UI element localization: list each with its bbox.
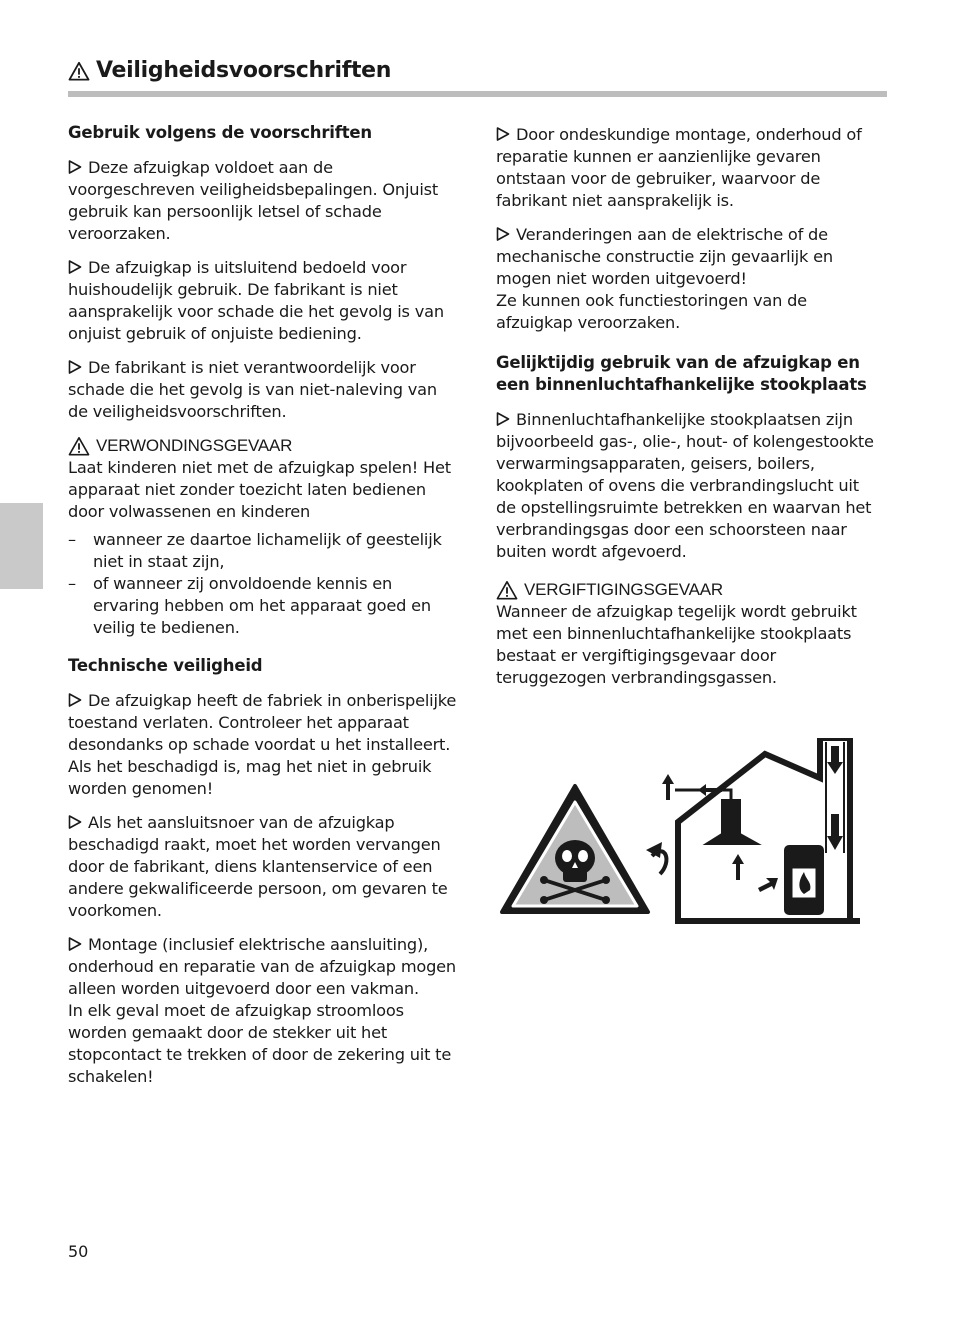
side-tab-marker — [0, 503, 43, 589]
arrow-right-icon — [68, 260, 82, 274]
paragraph-text: Deze afzuigkap voldoet aan de voorgeschreven veiligheidsbepalingen. Onjuist gebruik kan persoonlijk letsel of schade veroorzaken. — [68, 158, 439, 243]
paragraph-text: De afzuigkap is uitsluitend bedoeld voor huishoudelijk gebruik. De fabrikant is niet aansprakelijk voor schade die het gevolg is van onjuist gebruik of onjuiste bediening. — [68, 258, 444, 343]
right-column — [496, 124, 881, 689]
paragraph-text: Montage (inclusief elektrische aansluiting), onderhoud en reparatie van de afzuigkap mogen alleen worden uitgevoerd door een vakman. — [68, 935, 456, 998]
paragraph — [496, 224, 881, 290]
title-divider — [68, 91, 887, 97]
paragraph: Ze kunnen ook functiestoringen van de afzuigkap veroorzaken. — [496, 291, 807, 332]
skull-crossbones-warning-icon — [502, 786, 648, 912]
warning-triangle-icon — [68, 436, 90, 456]
injury-warning-label: VERWONDINGSGEVAAR — [96, 436, 293, 455]
paragraph-text: Binnenluchtafhankelijke stookplaatsen zijn bijvoorbeeld gas-, olie-, hout- of kolengestookte verwarmingsapparaten, geisers, boilers, kookplaten of ovens die verbrandingslucht uit de opstellingsruimte betrekken en waarvan het verbrandingsgas door een schoorsteen naar buiten wordt afgevoerd. — [496, 410, 874, 561]
poison-warning-text: Wanneer de afzuigkap tegelijk wordt gebruikt met een binnenluchtafhankelijke stookplaats bestaat er vergiftigingsgevaar door teruggezogen verbrandingsgassen. — [496, 602, 857, 687]
arrow-right-icon — [496, 227, 510, 241]
warning-triangle-icon — [68, 61, 90, 81]
paragraph: In elk geval moet de afzuigkap stroomloos worden gemaakt door de stekker uit het stopcontact te trekken of door de zekering uit te schakelen! — [68, 1001, 452, 1086]
paragraph — [68, 257, 460, 345]
list-item: – of wanneer zij onvoldoende kennis en ervaring hebben om het apparaat goed en veilig te bedienen. — [68, 573, 460, 639]
section-heading: Gebruik volgens de voorschriften — [68, 123, 372, 142]
paragraph — [496, 124, 881, 212]
page-number: 50 — [68, 1242, 89, 1261]
arrow-right-icon — [68, 360, 82, 374]
section-heading: Gelijktijdig gebruik van de afzuigkap en een binnenluchtafhankelijke stookplaats — [496, 353, 867, 394]
paragraph-text: Door ondeskundige montage, onderhoud of reparatie kunnen er aanzienlijke gevaren ontstaan voor de gebruiker, waarvoor de fabrikant niet aansprakelijk is. — [496, 125, 862, 210]
arrow-right-icon — [68, 160, 82, 174]
warning-triangle-icon — [496, 580, 518, 600]
paragraph — [496, 409, 881, 563]
page-title-text: Veiligheidsvoorschriften — [96, 58, 392, 83]
section-heading: Technische veiligheid — [68, 656, 263, 675]
arrow-right-icon — [68, 693, 82, 707]
arrow-right-icon — [496, 127, 510, 141]
paragraph-text: Als het aansluitsnoer van de afzuigkap beschadigd raakt, moet het worden vervangen door de fabrikant, diens klantenservice of een andere gekwalificeerde persoon, om gevaren te voorkomen. — [68, 813, 448, 920]
poison-warning-heading — [496, 579, 881, 601]
left-column — [68, 122, 460, 1100]
paragraph — [68, 157, 460, 245]
paragraph-text: Veranderingen aan de elektrische of de mechanische constructie zijn gevaarlijk en mogen niet worden uitgevoerd! — [496, 225, 833, 288]
list-item: – wanneer ze daartoe lichamelijk of geestelijk niet in staat zijn, — [68, 529, 460, 573]
arrow-right-icon — [68, 937, 82, 951]
arrow-right-icon — [496, 412, 510, 426]
poison-hazard-illustration — [500, 738, 866, 928]
injury-warning-heading — [68, 435, 460, 457]
injury-warning-text: Laat kinderen niet met de afzuigkap spelen! Het apparaat niet zonder toezicht laten bedienen door volwassenen en kinderen — [68, 458, 451, 521]
paragraph — [68, 812, 460, 922]
paragraph-text: De fabrikant is niet verantwoordelijk voor schade die het gevolg is van niet-naleving van de veiligheidsvoorschriften. — [68, 358, 437, 421]
injury-warning-list — [68, 529, 460, 639]
paragraph — [68, 357, 460, 423]
paragraph — [68, 690, 460, 800]
page-title — [68, 58, 391, 83]
poison-warning-label: VERGIFTIGINGSGEVAAR — [524, 580, 723, 599]
arrow-right-icon — [68, 815, 82, 829]
paragraph-text: De afzuigkap heeft de fabriek in onberispelijke toestand verlaten. Controleer het apparaat desondanks op schade voordat u het installeert. Als het beschadigd is, mag het niet in gebruik worden genomen! — [68, 691, 457, 798]
paragraph — [68, 934, 460, 1000]
